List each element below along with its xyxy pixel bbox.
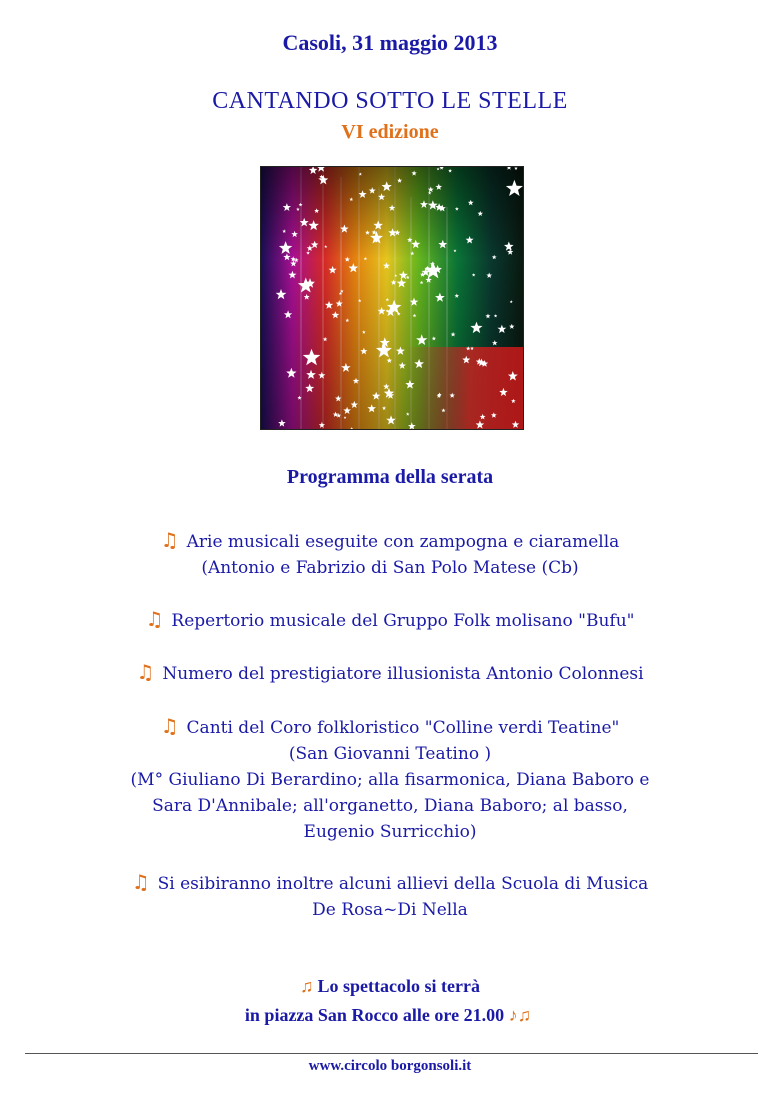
venue-line-1: Lo spettacolo si terrà bbox=[317, 976, 480, 996]
event-edition: VI edizione bbox=[341, 121, 439, 143]
venue-line-2: in piazza San Rocco alle ore 21.00 bbox=[244, 1005, 505, 1025]
music-notes-icon: ♪♫ bbox=[508, 1005, 532, 1025]
music-note-icon: ♫ bbox=[160, 528, 179, 552]
music-note-icon: ♫ bbox=[145, 607, 164, 631]
music-note-icon: ♫ bbox=[160, 714, 179, 738]
event-title: CANTANDO SOTTO LE STELLE bbox=[212, 88, 568, 114]
program-item-1: ♫ Arie musicali eseguite con zampogna e ciaramella (Antonio e Fabrizio di San Polo Matese (Cb) bbox=[160, 528, 620, 578]
footer-divider bbox=[25, 1053, 758, 1054]
website-link[interactable]: www.circolo borgonsoli.it bbox=[308, 1058, 472, 1074]
venue-info bbox=[0, 972, 780, 1030]
music-note-icon: ♫ bbox=[136, 660, 155, 684]
program-item-4: ♫ Canti del Coro folkloristico "Colline verdi Teatine" (San Giovanni Teatino ) (M° Giuliano Di Berardino; alla fisarmonica, Diana Baboro e Sara D'Annibale; all'organetto, Diana Baboro; al basso, Eugenio Surricchio) bbox=[130, 714, 650, 842]
program-title: Programma della serata bbox=[286, 466, 494, 488]
music-note-icon: ♫ bbox=[300, 976, 314, 996]
program-item-5: ♫ Si esibiranno inoltre alcuni allievi della Scuola di Musica De Rosa~Di Nella bbox=[131, 870, 649, 920]
starry-rainbow-image bbox=[260, 166, 524, 430]
program-item-3: ♫ Numero del prestigiatore illusionista Antonio Colonnesi bbox=[136, 660, 644, 684]
music-note-icon: ♫ bbox=[131, 870, 150, 894]
event-date: Casoli, 31 maggio 2013 bbox=[282, 30, 498, 55]
program-item-2: ♫ Repertorio musicale del Gruppo Folk molisano "Bufu" bbox=[145, 607, 635, 631]
